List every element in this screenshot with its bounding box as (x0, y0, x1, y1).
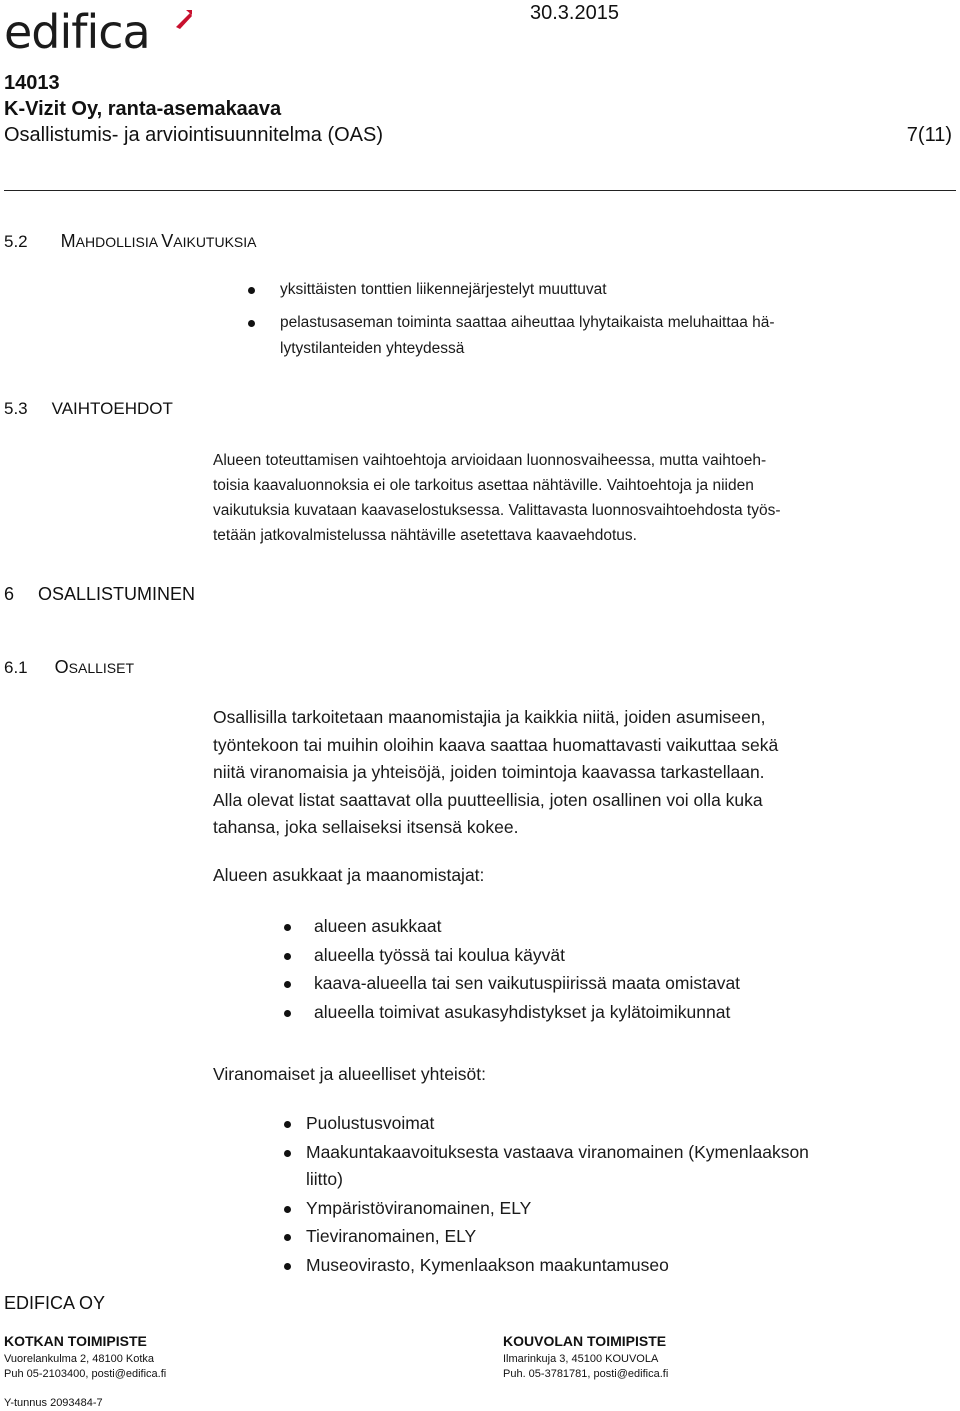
section-5-2-heading: 5.2 MAHDOLLISIA VAIKUTUKSIA (4, 231, 257, 251)
residents-heading: Alueen asukkaat ja maanomistajat: (213, 865, 485, 885)
page-number: 7(11) (906, 124, 952, 146)
document-number: 14013 (4, 72, 60, 94)
document-title: Osallistumis- ja arviointisuunnitelma (OAS) (4, 124, 384, 146)
header-divider (4, 190, 956, 191)
project-title: K-Vizit Oy, ranta-asemakaava (4, 98, 282, 120)
bullet-icon (284, 953, 291, 960)
section-6-1-heading: 6.1 OSALLISET (4, 657, 135, 677)
footer-kotka-address: Vuorelankulma 2, 48100 Kotka (4, 1353, 155, 1365)
authorities-heading: Viranomaiset ja alueelliset yhteisöt: (213, 1064, 487, 1084)
bullet-icon (284, 981, 291, 988)
footer-kouvola-title: KOUVOLAN TOIMIPISTE (503, 1333, 667, 1349)
bullet-icon (284, 1121, 291, 1128)
bullet-icon (284, 1263, 291, 1270)
logo-text: edifica (4, 5, 150, 59)
logo-mark-icon (172, 8, 194, 30)
section-6-heading: 6 OSALLISTUMINEN (4, 584, 196, 604)
footer-kouvola-address: Ilmarinkuja 3, 45100 KOUVOLA (503, 1353, 659, 1365)
company-logo (4, 4, 150, 60)
footer-business-id: Y-tunnus 2093484-7 (4, 1397, 103, 1409)
bullet-icon (284, 1206, 291, 1213)
bullet-icon (248, 320, 255, 327)
bullet-icon (248, 287, 255, 294)
section-5-3-heading: 5.3 VAIHTOEHDOT (4, 399, 173, 418)
footer-kotka-title: KOTKAN TOIMIPISTE (4, 1333, 147, 1349)
bullet-icon (284, 1150, 291, 1157)
footer-kouvola-contact: Puh. 05-3781781, posti@edifica.fi (503, 1368, 669, 1380)
bullet-icon (284, 1234, 291, 1241)
footer-kotka-contact: Puh 05-2103400, posti@edifica.fi (4, 1368, 167, 1380)
participants-paragraph: Osallisilla tarkoitetaan maanomistajia ja kaikkia niitä, joiden asumiseen, työntekoon tai muihin oloihin kaava saattaa huomattavasti vaikuttaa sekä niitä viranomaisia ja yhteisöjä, joiden toimintoja kaavassa tarkastellaan. Alla olevat listat saattavat olla puutteellisia, joten osallinen voi olla kuka tahansa, joka sellaiseksi itsensä kokee. (213, 707, 779, 837)
alternatives-paragraph: Alueen toteuttamisen vaihtoehtoja arvioidaan luonnosvaiheessa, mutta vaihtoeh- toisia kaavaluonnoksia ei ole tarkoitus asettaa nähtäville. Vaihtoehtoja ja niiden vaikutuksia kuvataan kaavaselostuksessa. Valittavasta luonnosvaihtoehdosta työs- tetään jatkovalmistelussa nähtäville asetettava kaavaehdotus. (213, 452, 781, 544)
bullet-icon (284, 924, 291, 931)
footer-company: EDIFICA OY (4, 1293, 106, 1313)
document-date: 30.3.2015 (530, 2, 619, 24)
bullet-icon (284, 1010, 291, 1017)
section-number: 5.2 (4, 232, 28, 251)
